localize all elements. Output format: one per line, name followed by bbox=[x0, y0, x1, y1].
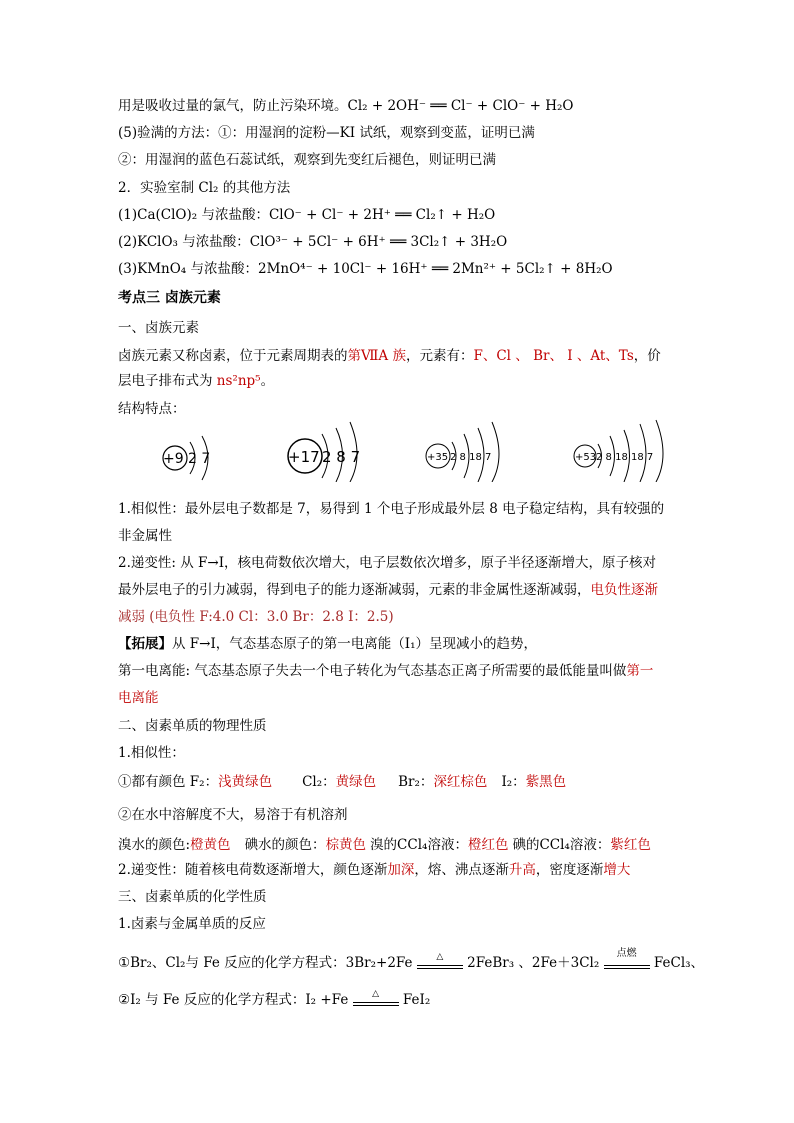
bromine-atom-diagram bbox=[426, 422, 499, 482]
text-line: (3)KMnO₄ 与浓盐酸：2MnO⁴⁻ + 10Cl⁻ + 16H⁺ ══ 2Mn²⁺ + 5Cl₂↑ + 8H₂O bbox=[118, 261, 613, 277]
text-line: 最外层电子的引力减弱，得到电子的能力逐渐减弱，元素的非金属性逐渐减弱，电负性逐渐 bbox=[118, 582, 658, 598]
atom-shells: 2 7 bbox=[188, 451, 211, 467]
iodine-atom-diagram bbox=[574, 420, 663, 482]
subsection-title: 一、卤族元素 bbox=[118, 320, 199, 336]
equation-line: ②I₂ 与 Fe 反应的化学方程式：I₂ +Fe △ FeI₂ bbox=[118, 988, 431, 1008]
text-line: (5)验满的方法：①：用湿润的淀粉—KI 试纸，观察到变蓝，证明已满 bbox=[118, 125, 535, 141]
chlorine-atom-diagram bbox=[288, 422, 360, 482]
atom-nucleus: +53 bbox=[575, 452, 597, 463]
atomic-structure-diagrams bbox=[150, 412, 710, 482]
atom-nucleus: +9 bbox=[163, 451, 184, 467]
text-line: 第一电离能: 气态基态原子失去一个电子转化为气态基态正离子所需要的最低能量叫做第一 bbox=[118, 663, 654, 679]
text-line: 1.相似性：最外层电子数都是 7，易得到 1 个电子形成最外层 8 电子稳定结构，具有较强的 bbox=[118, 501, 665, 517]
text-line: 减弱 (电负性 F:4.0 Cl：3.0 Br：2.8 I：2.5) bbox=[118, 609, 394, 625]
atom-shells: 2 8 18 18 7 bbox=[596, 452, 654, 463]
heat-condition-arrow: △ bbox=[417, 957, 463, 971]
subsection-title: 三、卤素单质的化学性质 bbox=[118, 889, 267, 905]
text-line: ②在水中溶解度不大，易溶于有机溶剂 bbox=[118, 807, 348, 823]
intro-line: 层电子排布式为 ns²np⁵。 bbox=[118, 373, 275, 389]
text-line: 非金属性 bbox=[118, 528, 172, 544]
text-line: 2．实验室制 Cl₂ 的其他方法 bbox=[118, 180, 291, 196]
heat-condition-arrow: △ bbox=[353, 994, 399, 1008]
atom-nucleus: +17 bbox=[288, 448, 320, 466]
text-line: 2.递变性: 从 F→I，核电荷数依次增大，电子层数依次增多，原子半径逐渐增大，原子核对 bbox=[118, 555, 657, 571]
text-line: 1.相似性： bbox=[118, 745, 185, 761]
text-line: 电离能 bbox=[118, 690, 159, 706]
text-line: 结构特点： bbox=[118, 401, 186, 417]
section-heading: 考点三 卤族元素 bbox=[118, 290, 221, 306]
atom-nucleus: +35 bbox=[427, 452, 449, 463]
text-line: 用是吸收过量的氯气，防止污染环境。Cl₂ + 2OH⁻ ══ Cl⁻ + ClO⁻ + H₂O bbox=[118, 98, 574, 114]
atom-shells: 2 8 7 bbox=[322, 448, 361, 466]
text-line: (1)Ca(ClO)₂ 与浓盐酸：ClO⁻ + Cl⁻ + 2H⁺ ══ Cl₂↑ + H₂O bbox=[118, 207, 496, 223]
text-line: (2)KClO₃ 与浓盐酸：ClO³⁻ + 5Cl⁻ + 6H⁺ ══ 3Cl₂↑ + 3H₂O bbox=[118, 234, 508, 250]
text-line: 【拓展】从 F→I，气态基态原子的第一电离能（I₁）呈现减小的趋势， bbox=[118, 636, 538, 652]
text-line: ②：用湿润的蓝色石蕊试纸，观察到先变红后褪色，则证明已满 bbox=[118, 152, 496, 168]
equation-line: ①Br₂、Cl₂与 Fe 反应的化学方程式：3Br₂+2Fe △ 2FeBr₃ 、2Fe＋3Cl₂ 点燃 FeCl₃、 bbox=[118, 947, 705, 971]
solution-colors-line: 溴水的颜色:橙黄色 碘水的颜色：棕黄色 溴的CCl₄溶液：橙红色 碘的CCl₄溶液：紫红色 bbox=[118, 837, 651, 853]
subsection-title: 二、卤素单质的物理性质 bbox=[118, 718, 267, 734]
intro-line: 卤族元素又称卤素，位于元素周期表的第ⅦA 族，元素有：F、Cl 、 Br、 I 、At、Ts，价 bbox=[118, 348, 661, 364]
text-line: 1.卤素与金属单质的反应 bbox=[118, 916, 266, 932]
trend-line: 2.递变性：随着核电荷数逐渐增大，颜色逐渐加深，熔、沸点逐渐升高，密度逐渐增大 bbox=[118, 862, 631, 878]
ignite-condition-arrow: 点燃 bbox=[604, 957, 650, 971]
fluorine-atom-diagram bbox=[163, 436, 210, 480]
atom-shells: 2 8 18 7 bbox=[450, 452, 492, 463]
colors-line: ①都有颜色 F₂：浅黄绿色 Cl₂：黄绿色 Br₂：深红棕色 I₂：紫黑色 bbox=[118, 774, 567, 790]
